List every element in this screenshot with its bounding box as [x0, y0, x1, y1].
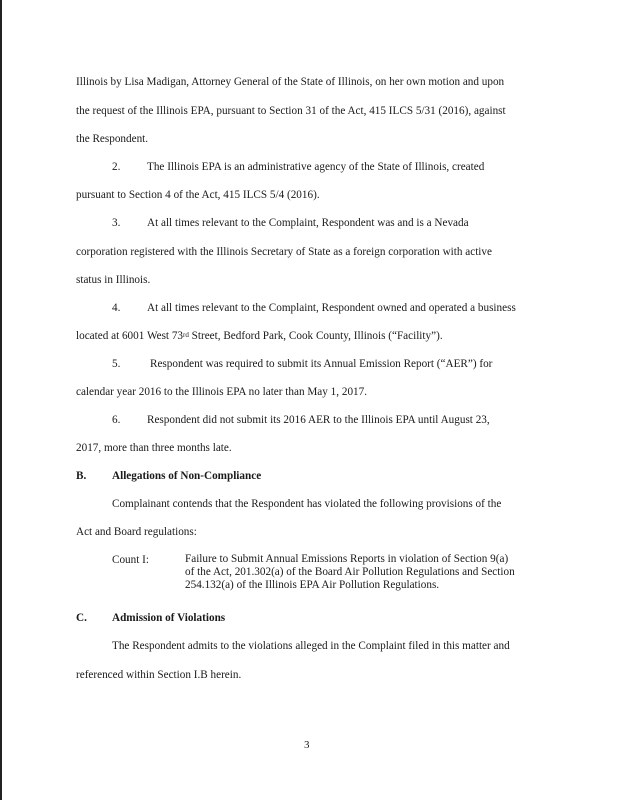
para2-line2: pursuant to Section 4 of the Act, 415 ILCS 5/4 (2016). — [76, 189, 320, 201]
para4-address-prefix: located at 6001 West 73 — [76, 330, 184, 342]
para2-line1: The Illinois EPA is an administrative agency of the State of Illinois, created — [147, 161, 485, 173]
scan-edge-line — [0, 0, 2, 800]
section-c-line1: The Respondent admits to the violations alleged in the Complaint filed in this matter and — [112, 640, 510, 652]
para5-line2: calendar year 2016 to the Illinois EPA no later than May 1, 2017. — [76, 386, 368, 398]
para4-ordinal-suffix: rd — [183, 331, 189, 339]
para4-line2 — [76, 329, 443, 343]
para3-number: 3. — [112, 217, 121, 229]
section-c-heading: Admission of Violations — [112, 612, 226, 624]
para4-line1: At all times relevant to the Complaint, Respondent owned and operated a business — [147, 302, 516, 314]
section-b-letter: B. — [76, 470, 87, 482]
page-number: 3 — [304, 739, 310, 751]
para3-line1: At all times relevant to the Complaint, Respondent was and is a Nevada — [147, 217, 469, 229]
para6-line2: 2017, more than three months late. — [76, 442, 232, 454]
section-c-letter: C. — [76, 612, 87, 624]
section-b-line1: Complainant contends that the Respondent has violated the following provisions of the — [112, 498, 502, 510]
count1-description: Failure to Submit Annual Emissions Reports in violation of Section 9(a) of the Act, 201.302(a) of the Board Air Pollution Regulations and Section 254.132(a) of the Illinois EPA Air Pollution Regulations. — [185, 553, 515, 591]
section-b-heading: Allegations of Non-Compliance — [112, 470, 262, 482]
section-b-line2: Act and Board regulations: — [76, 526, 197, 538]
count1-label: Count I: — [112, 554, 149, 566]
para1-line1: Illinois by Lisa Madigan, Attorney General of the State of Illinois, on her own motion and upon — [76, 76, 505, 88]
para4-address-rest: Street, Bedford Park, Cook County, Illinois (“Facility”). — [188, 330, 443, 342]
para6-number: 6. — [112, 414, 121, 426]
section-c-line2: referenced within Section I.B herein. — [76, 669, 242, 681]
para2-number: 2. — [112, 161, 121, 173]
para5-line1: Respondent was required to submit its Annual Emission Report (“AER”) for — [150, 358, 493, 370]
para3-line2: corporation registered with the Illinois Secretary of State as a foreign corporation with active — [76, 246, 492, 258]
para5-number: 5. — [112, 358, 121, 370]
para1-line3: the Respondent. — [76, 133, 149, 145]
para3-line3: status in Illinois. — [76, 274, 151, 286]
para1-line2: the request of the Illinois EPA, pursuant to Section 31 of the Act, 415 ILCS 5/31 (2016), against — [76, 105, 506, 117]
para6-line1: Respondent did not submit its 2016 AER to the Illinois EPA until August 23, — [147, 414, 490, 426]
para4-number: 4. — [112, 302, 121, 314]
